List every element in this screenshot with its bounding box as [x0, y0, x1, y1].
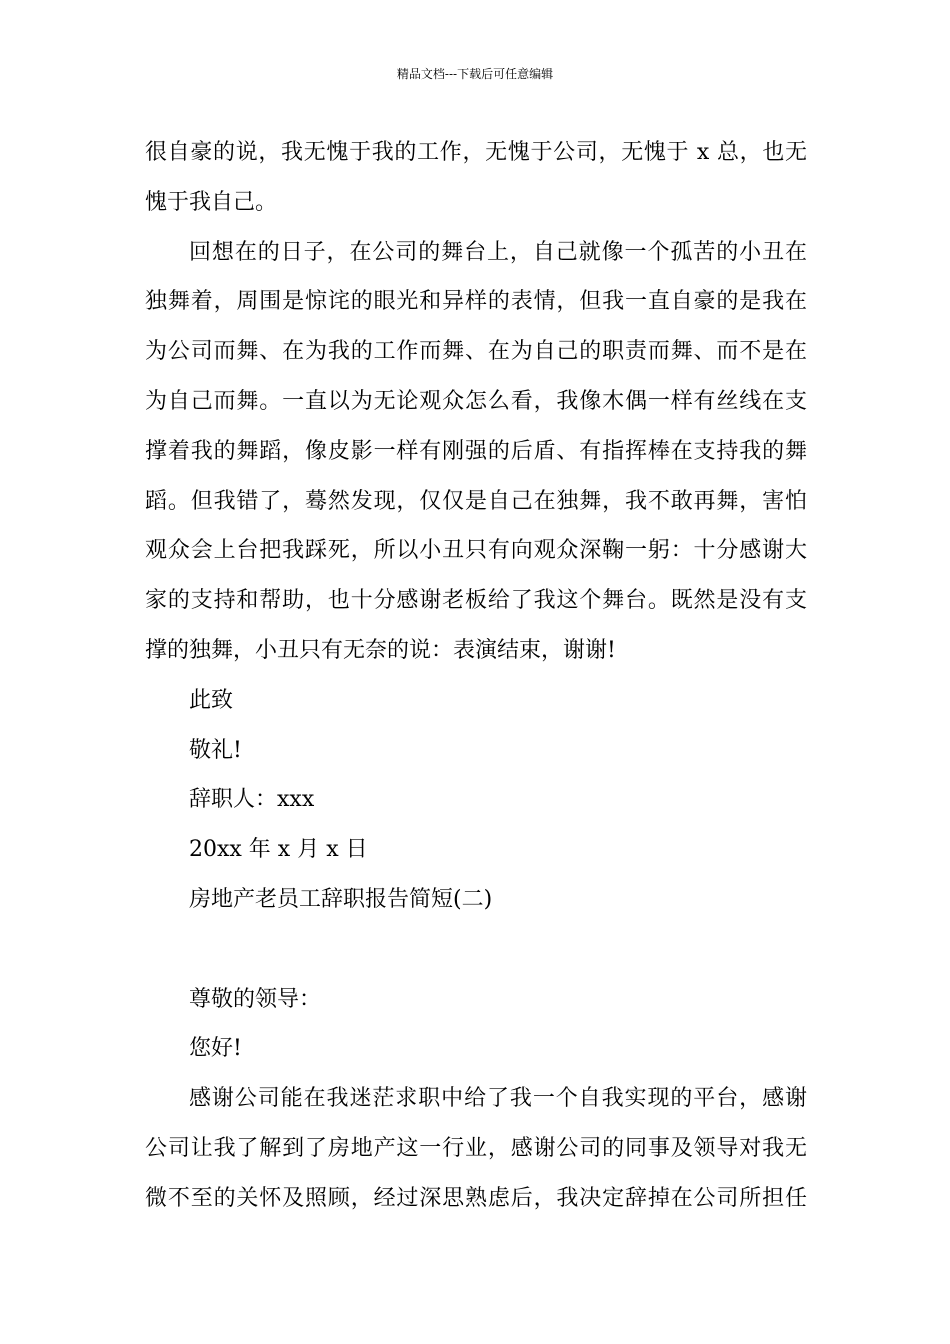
paragraph-start: 回想在的日子，在公司的舞台上，自己就像一个孤苦的小丑在 [189, 239, 807, 265]
signature-line: 辞职人：xxx [189, 787, 315, 813]
text-line: 观众会上台把我踩死，所以小丑只有向观众深鞠一躬：十分感谢大 [145, 538, 807, 564]
text-line: 愧于我自己。 [145, 189, 278, 215]
closing-regards: 敬礼! [189, 737, 242, 763]
text-line: 公司让我了解到了房地产这一行业，感谢公司的同事及领导对我无 [145, 1135, 807, 1161]
text-line: 为自己而舞。一直以为无论观众怎么看，我像木偶一样有丝线在支 [145, 388, 807, 414]
text-line: 微不至的关怀及照顾，经过深思熟虑后，我决定辞掉在公司所担任 [145, 1185, 807, 1211]
section-title: 房地产老员工辞职报告简短(二) [189, 886, 493, 912]
text-line: 为公司而舞、在为我的工作而舞、在为自己的职责而舞、而不是在 [145, 339, 807, 365]
page-header: 精品文档---下载后可任意编辑 [396, 67, 554, 81]
text-line: 撑着我的舞蹈，像皮影一样有刚强的后盾、有指挥棒在支持我的舞 [145, 438, 807, 464]
closing-salutation: 此致 [189, 687, 234, 713]
date-line: 20xx 年 x 月 x 日 [189, 837, 368, 863]
paragraph-start: 感谢公司能在我迷茫求职中给了我一个自我实现的平台，感谢 [189, 1086, 807, 1112]
text-line: 家的支持和帮助，也十分感谢老板给了我这个舞台。既然是没有支 [145, 588, 807, 614]
text-line: 很自豪的说，我无愧于我的工作，无愧于公司，无愧于 x 总，也无 [145, 140, 807, 165]
greeting: 您好! [189, 1036, 242, 1062]
document-body [145, 128, 807, 1224]
text-line: 独舞着，周围是惊诧的眼光和异样的表情，但我一直自豪的是我在 [145, 289, 807, 315]
text-line: 蹈。但我错了，蓦然发现，仅仅是自己在独舞，我不敢再舞，害怕 [145, 488, 807, 514]
greeting-addressee: 尊敬的领导： [189, 986, 322, 1012]
blank-line [145, 925, 807, 975]
text-line: 撑的独舞，小丑只有无奈的说：表演结束，谢谢! [145, 637, 616, 663]
